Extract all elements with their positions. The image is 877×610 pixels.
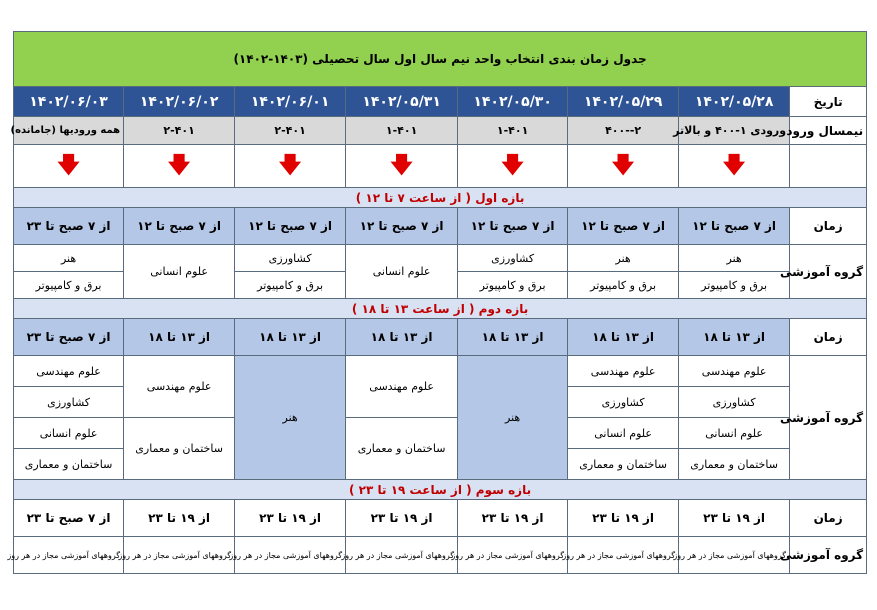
date-cell: ۱۴۰۲/۰۵/۳۱ [346, 87, 458, 117]
group-cell: برق و کامپیوتر [679, 272, 790, 299]
schedule-sheet [7, 31, 866, 574]
time-cell: از ۷ صبح تا ۱۲ [235, 208, 346, 245]
time-cell: از ۷ صبح تا ۱۲ [124, 208, 235, 245]
group-note: گروههای آموزشی مجاز در هر روز [124, 537, 235, 574]
group-cell: علوم مهندسی [14, 356, 124, 387]
group-cell: ساختمان و معماری [124, 418, 235, 480]
group-note: گروههای آموزشی مجاز در هر روز [346, 537, 458, 574]
group-label: گروه آموزشی [790, 356, 867, 480]
date-row [14, 87, 867, 117]
arrow-row [14, 145, 867, 188]
group-cell: ساختمان و معماری [568, 449, 679, 480]
group-cell: کشاورزی [235, 245, 346, 272]
slot2-header: بازه دوم ( از ساعت ۱۳ تا ۱۸ ) [14, 299, 867, 319]
entry-cell: ۲--۴۰۰ [568, 117, 679, 145]
group-cell: علوم انسانی [346, 245, 458, 299]
date-cell: ۱۴۰۲/۰۶/۰۳ [14, 87, 124, 117]
date-cell: ۱۴۰۲/۰۶/۰۲ [124, 87, 235, 117]
group-cell: علوم مهندسی [568, 356, 679, 387]
down-arrow-icon: 🡇 [57, 153, 80, 178]
group-cell: هنر [235, 356, 346, 480]
group-cell: هنر [14, 245, 124, 272]
entry-label: نیمسال ورود [790, 117, 867, 145]
entry-cell: همه ورودیها (جامانده) [14, 117, 124, 145]
schedule-table [7, 31, 867, 574]
page-title: جدول زمان بندی انتخاب واحد نیم سال اول سال تحصیلی (۱۴۰۳-۱۴۰۲) [14, 32, 867, 87]
group-cell: هنر [568, 245, 679, 272]
time-cell: از ۱۳ تا ۱۸ [679, 319, 790, 356]
time-cell: از ۷ صبح تا ۱۲ [568, 208, 679, 245]
group-cell: علوم مهندسی [124, 356, 235, 418]
group-cell: کشاورزی [679, 387, 790, 418]
group-cell: علوم انسانی [14, 418, 124, 449]
group-note: گروههای آموزشی مجاز در هر روز [14, 537, 124, 574]
down-arrow-icon: 🡇 [390, 153, 413, 178]
group-cell: هنر [458, 356, 568, 480]
down-arrow-icon: 🡇 [501, 153, 524, 178]
time-label: زمان [790, 319, 867, 356]
time-cell: از ۷ صبح تا ۱۲ [458, 208, 568, 245]
date-cell: ۱۴۰۲/۰۶/۰۱ [235, 87, 346, 117]
date-cell: ۱۴۰۲/۰۵/۲۸ [679, 87, 790, 117]
entry-row [14, 117, 867, 145]
slot3-time-row [14, 500, 867, 537]
time-cell: از ۱۹ تا ۲۳ [346, 500, 458, 537]
time-cell: از ۱۹ تا ۲۳ [235, 500, 346, 537]
down-arrow-icon: 🡇 [722, 153, 746, 178]
down-arrow-icon: 🡇 [167, 153, 191, 178]
slot1-header: بازه اول ( از ساعت ۷ تا ۱۲ ) [14, 188, 867, 208]
time-cell: از ۷ صبح تا ۱۲ [346, 208, 458, 245]
group-cell: کشاورزی [14, 387, 124, 418]
entry-cell: ۱-۴۰۱ [346, 117, 458, 145]
time-cell: از ۱۳ تا ۱۸ [458, 319, 568, 356]
group-cell: علوم مهندسی [346, 356, 458, 418]
group-note: گروههای آموزشی مجاز در هر روز [235, 537, 346, 574]
group-cell: هنر [679, 245, 790, 272]
slot2-time-row [14, 319, 867, 356]
down-arrow-icon: 🡇 [278, 153, 302, 178]
group-cell: برق و کامپیوتر [458, 272, 568, 299]
time-cell: از ۱۳ تا ۱۸ [568, 319, 679, 356]
group-note: گروههای آموزشی مجاز در هر روز [568, 537, 679, 574]
group-note: گروههای آموزشی مجاز در هر روز [458, 537, 568, 574]
group-cell: علوم انسانی [124, 245, 235, 299]
group-cell: ساختمان و معماری [679, 449, 790, 480]
time-cell: از ۱۹ تا ۲۳ [568, 500, 679, 537]
group-cell: برق و کامپیوتر [235, 272, 346, 299]
date-cell: ۱۴۰۲/۰۵/۲۹ [568, 87, 679, 117]
group-cell: برق و کامپیوتر [568, 272, 679, 299]
time-cell: از ۱۹ تا ۲۳ [124, 500, 235, 537]
group-cell: برق و کامپیوتر [14, 272, 124, 299]
time-label: زمان [790, 208, 867, 245]
group-note: گروههای آموزشی مجاز در هر روز [679, 537, 790, 574]
entry-cell: ۲-۴۰۱ [124, 117, 235, 145]
group-label: گروه آموزشی [790, 245, 867, 299]
group-cell: کشاورزی [458, 245, 568, 272]
time-cell: از ۷ صبح تا ۲۳ [14, 500, 124, 537]
group-cell: ساختمان و معماری [346, 418, 458, 480]
time-cell: از ۱۹ تا ۲۳ [679, 500, 790, 537]
group-cell: علوم مهندسی [679, 356, 790, 387]
arrow-spacer [790, 145, 867, 188]
slot1-time-row [14, 208, 867, 245]
group-cell: کشاورزی [568, 387, 679, 418]
group-cell: علوم انسانی [568, 418, 679, 449]
entry-cell: ۲-۴۰۱ [235, 117, 346, 145]
down-arrow-icon: 🡇 [611, 153, 635, 178]
time-cell: از ۷ صبح تا ۲۳ [14, 208, 124, 245]
time-cell: از ۱۳ تا ۱۸ [124, 319, 235, 356]
date-cell: ۱۴۰۲/۰۵/۳۰ [458, 87, 568, 117]
time-cell: از ۱۳ تا ۱۸ [346, 319, 458, 356]
time-label: زمان [790, 500, 867, 537]
slot3-header: بازه سوم ( از ساعت ۱۹ تا ۲۳ ) [14, 480, 867, 500]
time-cell: از ۱۳ تا ۱۸ [235, 319, 346, 356]
date-label: تاریخ [790, 87, 867, 117]
group-label: گروه آموزشی [790, 537, 867, 574]
group-cell: علوم انسانی [679, 418, 790, 449]
entry-cell: ورودی ۱-۴۰۰ و بالاتر [679, 117, 790, 145]
time-cell: از ۱۹ تا ۲۳ [458, 500, 568, 537]
time-cell: از ۷ صبح تا ۱۲ [679, 208, 790, 245]
entry-cell: ۱-۴۰۱ [458, 117, 568, 145]
group-cell: ساختمان و معماری [14, 449, 124, 480]
time-cell: از ۷ صبح تا ۲۳ [14, 319, 124, 356]
